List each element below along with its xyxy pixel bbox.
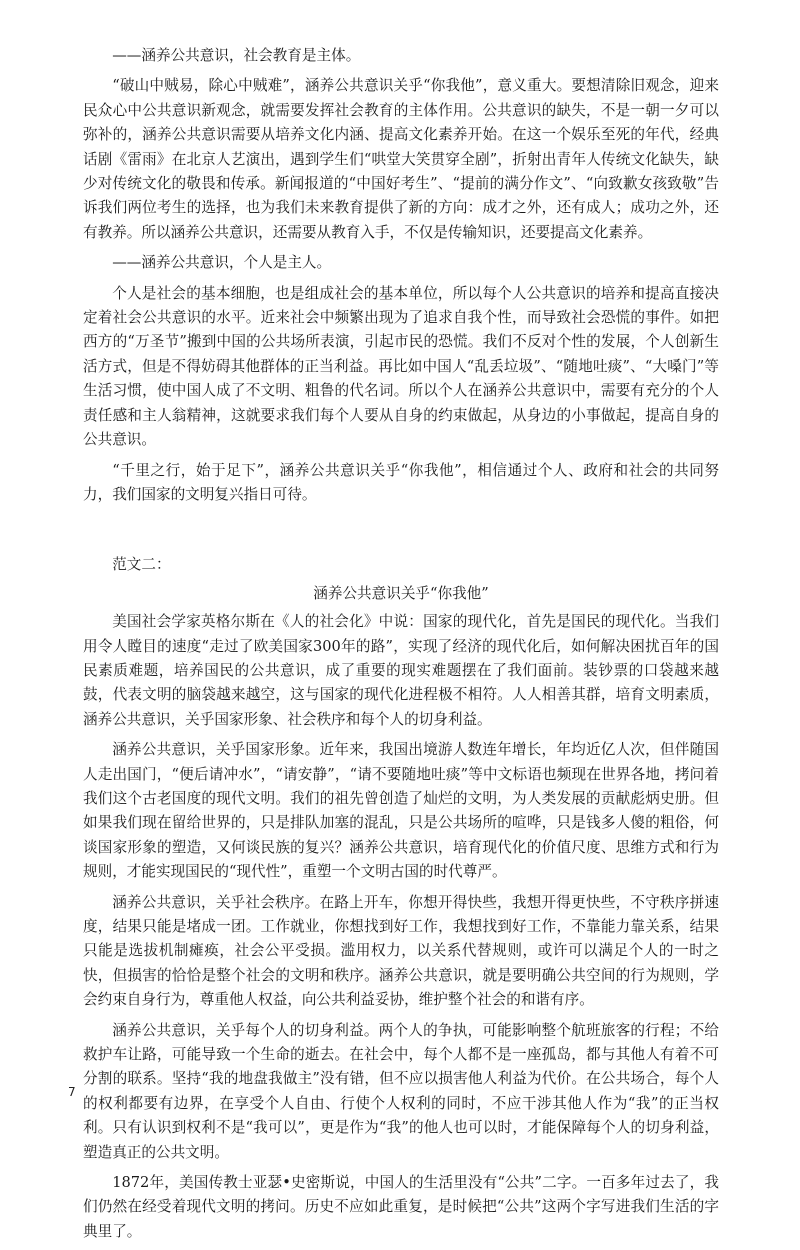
document-body bbox=[83, 38, 719, 1250]
subheading: ——涵养公共意识，个人是主人。 bbox=[112, 254, 332, 272]
subheading: ——涵养公共意识，社会教育是主体。 bbox=[112, 47, 361, 64]
body-paragraph: 1872年，美国传教士亚瑟•史密斯说，中国人的生活里没有“公共”二字。一百多年过去了，我们仍然在经受着现代文明的拷问。历史不应如此重复，是时候把“公共”这两个字写进我们生活的字典里了。 bbox=[83, 1174, 719, 1240]
essay-title: 涵养公共意识关乎“你我他” bbox=[313, 584, 489, 602]
body-paragraph: 涵养公共意识，关乎社会秩序。在路上开车，你想开得快些，我想开得更快些，不守秩序拼速度，结果只能是堵成一团。工作就业，你想找到好工作，我想找到好工作，不靠能力靠关系，结果只能是选拔机制瘫痪，社会公平受损。滥用权力，以关系代替规则，或许可以满足个人的一时之快，但损害的恰恰是整个社会的文明和秩序。涵养公共意识，就是要明确公共空间的行为规则，学会约束自身行为，尊重他人权益，向公共利益妥协，维护整个社会的和谐有序。 bbox=[83, 893, 719, 1009]
body-paragraph: 涵养公共意识，关乎国家形象。近年来，我国出境游人数连年增长，年均近亿人次，但伴随国人走出国门，“便后请冲水”，“请安静”，“请不要随地吐痰”等中文标语也频现在世界各地，拷问着我们这个古老国度的现代文明。我们的祖先曾创造了灿烂的文明，为人类发展的贡献彪炳史册。但如果我们现在留给世界的，只是排队加塞的混乱，只是公共场所的喧哗，只是钱多人傻的粗俗，何谈国家形象的塑造，又何谈民族的复兴？涵养公共意识，培育现代化的价值尺度、思维方式和行为规则，才能实现国民的“现代性”，重塑一个文明古国的时代尊严。 bbox=[83, 741, 719, 881]
essay-label: 范文二： bbox=[112, 556, 171, 574]
body-paragraph: 美国社会学家英格尔斯在《人的社会化》中说：国家的现代化，首先是国民的现代化。当我们用令人瞠目的速度“走过了欧美国家300年的路”，实现了经济的现代化后，如何解决困扰百年的国民素质难题，培养国民的公共意识，成了重要的现实难题摆在了我们面前。装钞票的口袋越来越鼓，代表文明的脑袋越来越空，这与国家的现代化进程极不相符。人人相善其群，培育文明素质，涵养公共意识，关乎国家形象、社会秩序和每个人的切身利益。 bbox=[83, 613, 719, 728]
section-gap bbox=[83, 513, 719, 553]
body-paragraph: “千里之行，始于足下”，涵养公共意识关乎“你我他”，相信通过个人、政府和社会的共同努力，我们国家的文明复兴指日可待。 bbox=[83, 461, 719, 503]
page-number: 7 bbox=[68, 1085, 76, 1099]
body-paragraph: 个人是社会的基本细胞，也是组成社会的基本单位，所以每个人公共意识的培养和提高直接决定着社会公共意识的水平。近来社会中频繁出现为了追求自我个性，而导致社会恐慌的事件。如把西方的“万圣节”搬到中国的公共场所表演，引起市民的恐慌。我们不反对个性的发展，个人创新生活方式，但是不得妨碍其他群体的正当利益。再比如中国人“乱丢垃圾”、“随地吐痰”、“大嗓门”等生活习惯，使中国人成了不文明、粗鲁的代名词。所以个人在涵养公共意识中，需要有充分的个人责任感和主人翁精神，这就要求我们每个人要从自身的约束做起，从身边的小事做起，提高自身的公共意识。 bbox=[83, 284, 719, 449]
body-paragraph: “破山中贼易，除心中贼难”，涵养公共意识关乎“你我他”，意义重大。要想清除旧观念，迎来民众心中公共意识新观念，就需要发挥社会教育的主体作用。公共意识的缺失，不是一朝一夕可以弥补的，涵养公共意识需要从培养文化内涵、提高文化素养开始。在这一个娱乐至死的年代，经典话剧《雷雨》在北京人艺演出，遇到学生们“哄堂大笑贯穿全剧”，折射出青年人传统文化缺失，缺少对传统文化的敬畏和传承。新闻报道的“中国好考生”、“提前的满分作文”、“向致歉女孩致敬”告诉我们两位考生的选择，也为我们未来教育提供了新的方向：成才之外，还有成人；成功之外，还有教养。所以涵养公共意识，还需要从教育入手，不仅是传输知识，还要提高文化素养。 bbox=[83, 77, 719, 241]
body-paragraph: 涵养公共意识，关乎每个人的切身利益。两个人的争执，可能影响整个航班旅客的行程；不给救护车让路，可能导致一个生命的逝去。在社会中，每个人都不是一座孤岛，都与其他人有着不可分割的联系。坚持“我的地盘我做主”没有错，但不应以损害他人利益为代价。在公共场合，每个人的权利都要有边界，在享受个人自由、行使个人权利的同时，不应干涉其他人作为“我”的正当权利。只有认识到权利不是“我可以”，更是作为“我”的他人也可以时，才能保障每个人的切身利益，塑造真正的公共文明。 bbox=[83, 1021, 719, 1161]
